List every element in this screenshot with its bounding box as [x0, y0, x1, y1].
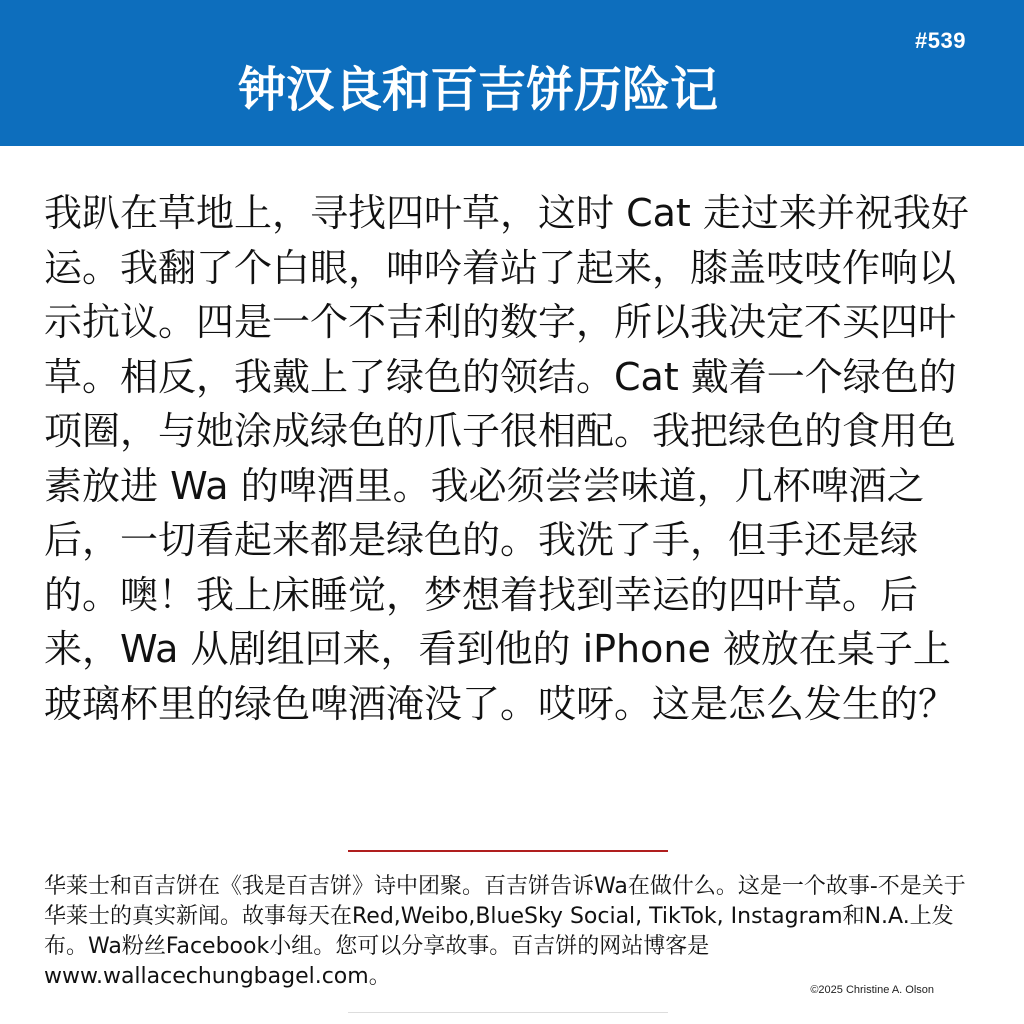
bottom-divider — [348, 1012, 668, 1013]
episode-number: #539 — [915, 28, 966, 53]
footer-divider — [348, 850, 668, 852]
header-banner — [0, 0, 1024, 146]
story-text: 我趴在草地上，寻找四叶草，这时 Cat 走过来并祝我好运。我翻了个白眼，呻吟着站了起来，膝盖吱吱作响以示抗议。四是一个不吉利的数字，所以我决定不买四叶草。相反，我戴上了绿色的领结。Cat 戴着一个绿色的项圈，与她涂成绿色的爪子很相配。我把绿色的食用色素放进 Wa 的啤酒里。我必须尝尝味道，几杯啤酒之后，一切看起来都是绿色的。我洗了手，但手还是绿的。噢！我上床睡觉，梦想着找到幸运的四叶草。后来，Wa 从剧组回来，看到他的 iPhone 被放在桌子上玻璃杯里的绿色啤酒淹没了。哎呀。这是怎么发生的？ — [44, 191, 969, 726]
page-title: 钟汉良和百吉饼历险记 — [237, 62, 718, 118]
footer-note: 华莱士和百吉饼在《我是百吉饼》诗中团聚。百吉饼告诉Wa在做什么。这是一个故事-不是关于华莱士的真实新闻。故事每天在Red,Weibo,BlueSky Social, TikTok, Instagram和N.A.上发布。Wa粉丝Facebook小组。您可以分享故事。百吉饼的网站博客是www.wallacechungbagel.com。 — [44, 874, 966, 989]
copyright-notice: ©2025 Christine A. Olson — [810, 984, 934, 996]
